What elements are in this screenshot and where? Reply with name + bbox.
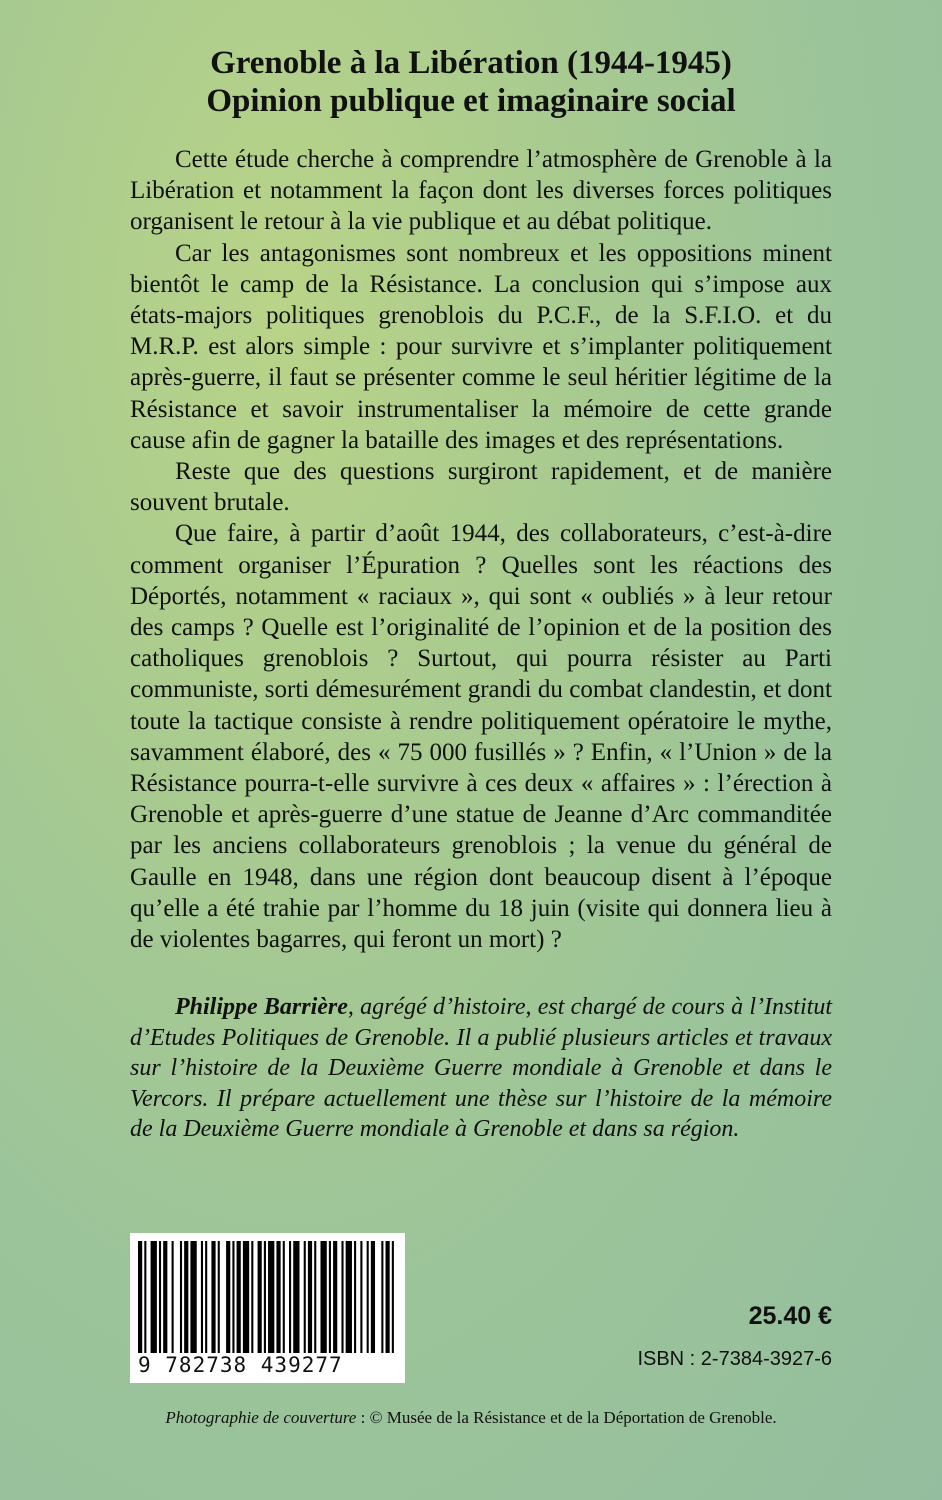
- blurb-paragraph: Reste que des questions surgiront rapidement, et de manière souvent brutale.: [130, 458, 832, 517]
- barcode-bar: [354, 1241, 356, 1353]
- barcode-bar: [392, 1241, 394, 1353]
- barcode-bar: [333, 1241, 337, 1353]
- blurb-text: [130, 144, 832, 955]
- barcode-bar: [218, 1241, 220, 1353]
- barcode: [130, 1233, 405, 1383]
- barcode-bar: [138, 1241, 142, 1353]
- barcode-bar: [151, 1241, 157, 1353]
- barcode-digits: 9 782738 439277: [138, 1353, 343, 1377]
- title-block: [0, 44, 942, 120]
- barcode-bar: [163, 1241, 167, 1353]
- barcode-bar: [367, 1241, 369, 1353]
- barcode-bar: [341, 1241, 343, 1353]
- barcode-bar: [320, 1241, 326, 1353]
- barcode-bar: [293, 1241, 299, 1353]
- barcode-bar: [360, 1241, 362, 1353]
- book-title: Grenoble à la Libération (1944-1945): [210, 45, 732, 81]
- blurb-paragraph: Que faire, à partir d’août 1944, des collaborateurs, c’est-à-dire comment organiser l’Épuration ? Quelles sont les réactions des Déportés, notamment « raciaux », qui sont « oubliés » à leur retour des camps ? Quelle est l’originalité de l’opinion et de la position des catholiques grenoblois ? Surtout, qui pourra résister au Parti communiste, sorti démesurément grandi du combat clandestin, et dont toute la tactique consiste à rendre politiquement opératoire le mythe, savamment élaboré, des « 75 000 fusillés » ? Enfin, « l’Union » de la Résistance pourra-t-elle survivre à ces deux « affaires » : l’érection à Grenoble et après-guerre d’une statue de Jeanne d’Arc commanditée par les anciens collaborateurs grenoblois ; la venue du général de Gaulle en 1948, dans une région dont beaucoup disent à l’époque qu’elle a été trahie par l’homme du 18 juin (visite qui donnera lieu à de violentes bagarres, qui feront un mort) ?: [130, 520, 832, 954]
- barcode-bar: [232, 1241, 234, 1353]
- barcode-bar: [264, 1241, 266, 1353]
- barcode-bar: [308, 1241, 312, 1353]
- photo-credit-text: : © Musée de la Résistance et de la Déportation de Grenoble.: [356, 1408, 777, 1427]
- barcode-bar: [180, 1241, 182, 1353]
- barcode-bar: [205, 1241, 207, 1353]
- barcode-bar: [346, 1241, 352, 1353]
- barcode-bar: [381, 1241, 383, 1353]
- photo-credit: [0, 1408, 942, 1428]
- barcode-bar: [201, 1241, 203, 1353]
- blurb-paragraph: Cette étude cherche à comprendre l’atmosphère de Grenoble à la Libération et notamment la façon dont les diverses forces politiques organisent le retour à la vie publique et au débat politique.: [130, 146, 832, 236]
- blurb-paragraph: Car les antagonismes sont nombreux et les oppositions minent bientôt le camp de la Résistance. La conclusion qui s’impose aux états-majors politiques grenoblois du P.C.F., de la S.F.I.O. et du M.R.P. est alors simple : pour survivre et s’implanter politiquement après-guerre, il faut se présenter comme le seul héritier légitime de la Résistance et savoir instrumentaliser la mémoire de cette grande cause afin de gagner la bataille des images et des représentations.: [130, 239, 832, 454]
- author-bio: [130, 992, 832, 1145]
- photo-credit-label: Photographie de couverture: [165, 1408, 357, 1427]
- barcode-bar: [276, 1241, 280, 1353]
- barcode-bar: [314, 1241, 316, 1353]
- barcode-bar: [329, 1241, 331, 1353]
- barcode-bar: [289, 1241, 291, 1353]
- barcode-bar: [243, 1241, 249, 1353]
- barcode-bar: [211, 1241, 215, 1353]
- barcode-bar: [304, 1241, 306, 1353]
- barcode-bar: [172, 1241, 174, 1353]
- barcode-bar: [386, 1241, 390, 1353]
- barcode-bar: [226, 1241, 230, 1353]
- author-name: Philippe Barrière: [175, 994, 348, 1020]
- barcode-bar: [184, 1241, 188, 1353]
- price: 25.40 €: [748, 1302, 832, 1330]
- barcode-bar: [251, 1241, 253, 1353]
- barcode-bar: [371, 1241, 375, 1353]
- barcode-bar: [237, 1241, 241, 1353]
- book-subtitle: Opinion publique et imaginaire social: [206, 83, 736, 119]
- barcode-bar: [144, 1241, 146, 1353]
- barcode-bar: [268, 1241, 274, 1353]
- barcode-bar: [258, 1241, 262, 1353]
- author-bio-text: , agrégé d’histoire, est chargé de cours à l’Institut d’Etudes Politiques de Grenoble. Il a publié plusieurs articles et travaux sur l’histoire de la Deuxième Guerre mondiale à Grenoble et dans le Vercors. Il prépare actuellement une thèse sur l’histoire de la mémoire de la Deuxième Guerre mondiale à Grenoble et dans sa région.: [130, 994, 832, 1143]
- isbn: ISBN : 2-7384-3927-6: [637, 1348, 832, 1370]
- barcode-bar: [190, 1241, 196, 1353]
- barcode-bars: [138, 1241, 396, 1353]
- barcode-bar: [159, 1241, 161, 1353]
- barcode-bar: [283, 1241, 285, 1353]
